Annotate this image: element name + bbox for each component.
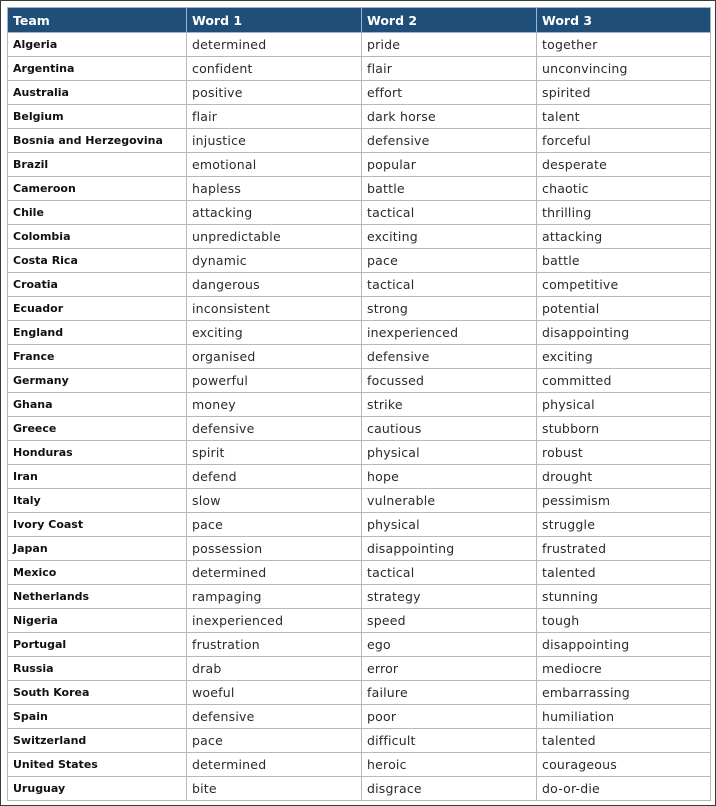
table-row — [8, 513, 711, 537]
table-row — [8, 249, 711, 273]
table-row — [8, 33, 711, 57]
word-1-cell: attacking — [187, 201, 362, 225]
table-row — [8, 609, 711, 633]
word-2-cell: strong — [362, 297, 537, 321]
table-row — [8, 105, 711, 129]
word-1-cell: frustration — [187, 633, 362, 657]
word-2-cell: disgrace — [362, 777, 537, 801]
word-3-cell: unconvincing — [537, 57, 711, 81]
word-1-cell: rampaging — [187, 585, 362, 609]
word-2-cell: pride — [362, 33, 537, 57]
word-1-cell: woeful — [187, 681, 362, 705]
team-cell: Netherlands — [8, 585, 187, 609]
word-3-cell: together — [537, 33, 711, 57]
table-row — [8, 177, 711, 201]
table-row — [8, 657, 711, 681]
team-cell: Uruguay — [8, 777, 187, 801]
team-cell: Argentina — [8, 57, 187, 81]
team-cell: Australia — [8, 81, 187, 105]
table-row — [8, 441, 711, 465]
table-row — [8, 393, 711, 417]
table-row — [8, 417, 711, 441]
word-3-cell: exciting — [537, 345, 711, 369]
table-row — [8, 777, 711, 801]
table-row — [8, 345, 711, 369]
word-2-cell: failure — [362, 681, 537, 705]
table-header — [8, 8, 711, 33]
word-3-cell: tough — [537, 609, 711, 633]
word-1-cell: pace — [187, 729, 362, 753]
team-cell: Cameroon — [8, 177, 187, 201]
header-word-1: Word 1 — [187, 8, 362, 33]
word-2-cell: ego — [362, 633, 537, 657]
word-1-cell: flair — [187, 105, 362, 129]
word-2-cell: strategy — [362, 585, 537, 609]
word-2-cell: strike — [362, 393, 537, 417]
word-2-cell: speed — [362, 609, 537, 633]
word-2-cell: tactical — [362, 201, 537, 225]
table-row — [8, 681, 711, 705]
team-cell: Bosnia and Herzegovina — [8, 129, 187, 153]
word-2-cell: inexperienced — [362, 321, 537, 345]
word-1-cell: drab — [187, 657, 362, 681]
word-1-cell: spirit — [187, 441, 362, 465]
word-1-cell: injustice — [187, 129, 362, 153]
word-3-cell: disappointing — [537, 321, 711, 345]
word-2-cell: dark horse — [362, 105, 537, 129]
word-2-cell: flair — [362, 57, 537, 81]
word-2-cell: physical — [362, 441, 537, 465]
word-3-cell: struggle — [537, 513, 711, 537]
word-3-cell: spirited — [537, 81, 711, 105]
word-1-cell: pace — [187, 513, 362, 537]
table-row — [8, 561, 711, 585]
word-2-cell: effort — [362, 81, 537, 105]
team-cell: Costa Rica — [8, 249, 187, 273]
team-words-table — [7, 7, 711, 801]
team-cell: Iran — [8, 465, 187, 489]
word-3-cell: talented — [537, 561, 711, 585]
table-body — [8, 33, 711, 801]
team-cell: Colombia — [8, 225, 187, 249]
word-3-cell: talent — [537, 105, 711, 129]
word-1-cell: positive — [187, 81, 362, 105]
word-2-cell: vulnerable — [362, 489, 537, 513]
table-row — [8, 369, 711, 393]
word-1-cell: determined — [187, 561, 362, 585]
word-3-cell: do-or-die — [537, 777, 711, 801]
team-cell: Nigeria — [8, 609, 187, 633]
team-cell: Switzerland — [8, 729, 187, 753]
team-cell: Germany — [8, 369, 187, 393]
team-cell: Brazil — [8, 153, 187, 177]
table-row — [8, 705, 711, 729]
word-2-cell: defensive — [362, 345, 537, 369]
table-row — [8, 465, 711, 489]
word-1-cell: powerful — [187, 369, 362, 393]
word-3-cell: frustrated — [537, 537, 711, 561]
word-2-cell: pace — [362, 249, 537, 273]
word-3-cell: stunning — [537, 585, 711, 609]
word-2-cell: error — [362, 657, 537, 681]
team-cell: Italy — [8, 489, 187, 513]
word-3-cell: talented — [537, 729, 711, 753]
word-2-cell: popular — [362, 153, 537, 177]
word-3-cell: battle — [537, 249, 711, 273]
team-cell: Spain — [8, 705, 187, 729]
word-1-cell: organised — [187, 345, 362, 369]
table-row — [8, 297, 711, 321]
team-cell: Algeria — [8, 33, 187, 57]
table-row — [8, 537, 711, 561]
word-1-cell: slow — [187, 489, 362, 513]
word-3-cell: potential — [537, 297, 711, 321]
team-cell: Portugal — [8, 633, 187, 657]
word-2-cell: poor — [362, 705, 537, 729]
word-3-cell: drought — [537, 465, 711, 489]
table-row — [8, 81, 711, 105]
word-2-cell: cautious — [362, 417, 537, 441]
team-cell: Mexico — [8, 561, 187, 585]
word-2-cell: heroic — [362, 753, 537, 777]
word-1-cell: possession — [187, 537, 362, 561]
word-2-cell: difficult — [362, 729, 537, 753]
table-row — [8, 273, 711, 297]
team-cell: Russia — [8, 657, 187, 681]
word-3-cell: pessimism — [537, 489, 711, 513]
table-row — [8, 153, 711, 177]
word-3-cell: thrilling — [537, 201, 711, 225]
word-1-cell: inconsistent — [187, 297, 362, 321]
word-1-cell: money — [187, 393, 362, 417]
word-3-cell: humiliation — [537, 705, 711, 729]
word-2-cell: hope — [362, 465, 537, 489]
table-row — [8, 729, 711, 753]
word-3-cell: embarrassing — [537, 681, 711, 705]
word-3-cell: stubborn — [537, 417, 711, 441]
word-1-cell: hapless — [187, 177, 362, 201]
team-cell: Chile — [8, 201, 187, 225]
word-3-cell: desperate — [537, 153, 711, 177]
table-row — [8, 321, 711, 345]
team-cell: Belgium — [8, 105, 187, 129]
word-3-cell: committed — [537, 369, 711, 393]
table-row — [8, 489, 711, 513]
word-1-cell: defend — [187, 465, 362, 489]
word-1-cell: inexperienced — [187, 609, 362, 633]
table-row — [8, 225, 711, 249]
team-cell: Greece — [8, 417, 187, 441]
word-1-cell: dangerous — [187, 273, 362, 297]
word-3-cell: courageous — [537, 753, 711, 777]
word-1-cell: bite — [187, 777, 362, 801]
word-3-cell: robust — [537, 441, 711, 465]
word-2-cell: tactical — [362, 561, 537, 585]
word-1-cell: dynamic — [187, 249, 362, 273]
header-team: Team — [8, 8, 187, 33]
table-row — [8, 57, 711, 81]
team-cell: England — [8, 321, 187, 345]
word-3-cell: physical — [537, 393, 711, 417]
header-word-3: Word 3 — [537, 8, 711, 33]
word-1-cell: defensive — [187, 705, 362, 729]
word-2-cell: physical — [362, 513, 537, 537]
word-2-cell: battle — [362, 177, 537, 201]
team-cell: Japan — [8, 537, 187, 561]
word-2-cell: defensive — [362, 129, 537, 153]
team-cell: Ghana — [8, 393, 187, 417]
header-row — [8, 8, 711, 33]
table-row — [8, 585, 711, 609]
team-cell: France — [8, 345, 187, 369]
team-cell: Croatia — [8, 273, 187, 297]
word-3-cell: forceful — [537, 129, 711, 153]
word-1-cell: determined — [187, 753, 362, 777]
word-2-cell: disappointing — [362, 537, 537, 561]
word-2-cell: exciting — [362, 225, 537, 249]
table-row — [8, 201, 711, 225]
team-cell: United States — [8, 753, 187, 777]
word-1-cell: defensive — [187, 417, 362, 441]
word-3-cell: disappointing — [537, 633, 711, 657]
word-3-cell: competitive — [537, 273, 711, 297]
word-1-cell: exciting — [187, 321, 362, 345]
word-3-cell: attacking — [537, 225, 711, 249]
word-1-cell: emotional — [187, 153, 362, 177]
word-2-cell: focussed — [362, 369, 537, 393]
table-row — [8, 753, 711, 777]
table-row — [8, 129, 711, 153]
team-cell: South Korea — [8, 681, 187, 705]
word-1-cell: determined — [187, 33, 362, 57]
word-3-cell: mediocre — [537, 657, 711, 681]
team-cell: Ivory Coast — [8, 513, 187, 537]
word-2-cell: tactical — [362, 273, 537, 297]
team-cell: Ecuador — [8, 297, 187, 321]
table-row — [8, 633, 711, 657]
word-1-cell: confident — [187, 57, 362, 81]
team-cell: Honduras — [8, 441, 187, 465]
word-3-cell: chaotic — [537, 177, 711, 201]
header-word-2: Word 2 — [362, 8, 537, 33]
word-1-cell: unpredictable — [187, 225, 362, 249]
